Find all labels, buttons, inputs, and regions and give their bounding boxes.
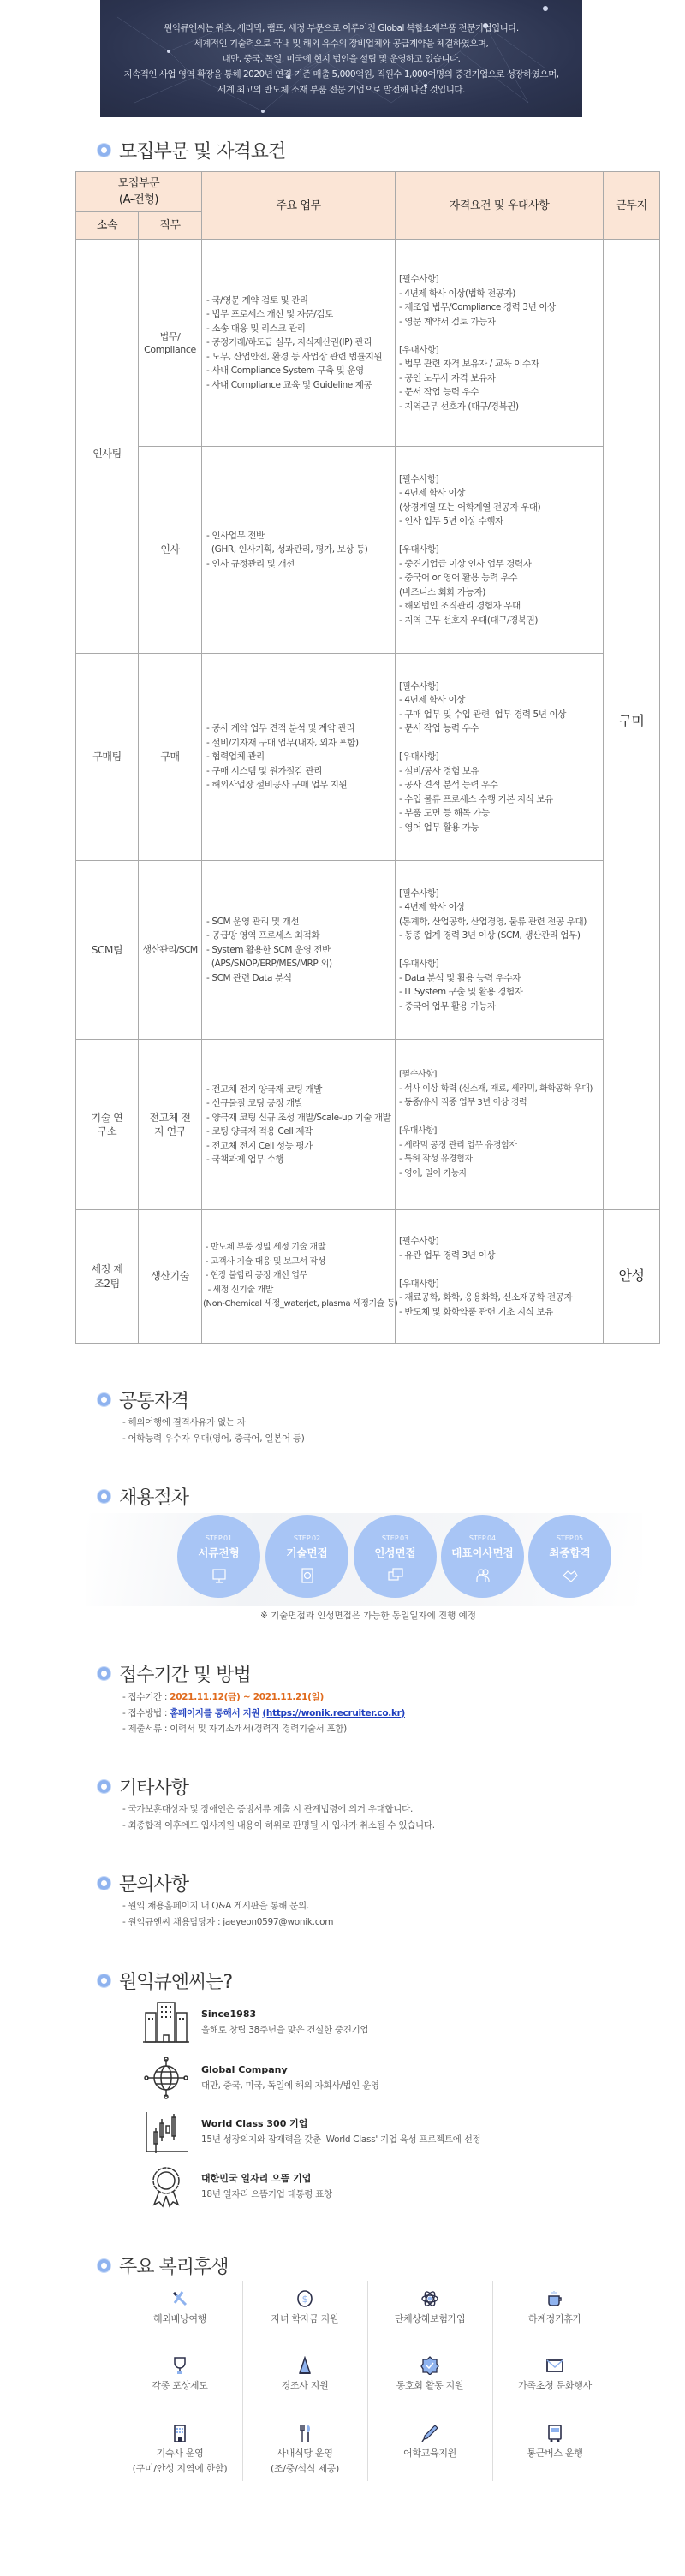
cell-line: - 공사 계약 업무 견적 분석 및 계약 관리 [206, 723, 355, 734]
positions-table [75, 171, 660, 1344]
banner-line: 세계적인 기술력으로 국내 및 해외 유수의 장비업체와 공급계약을 체결하였으며, [194, 39, 489, 49]
header-duties: 주요 업무 [202, 172, 396, 240]
bullet-ring-icon [98, 1393, 110, 1406]
cell-line [399, 329, 603, 343]
section-heading-process: 채용절차 [98, 1483, 188, 1510]
cell-line: - 세정 신기술 개발 [203, 1285, 273, 1295]
section-heading-contact: 문의사항 [98, 1870, 188, 1896]
cell-line: - 공정거래/하도급 실무, 지식재산권(IP) 관리 [206, 337, 372, 348]
list-item-period: - 접수기간 : 2021.11.12(금) ~ 2021.11.21(일) [122, 1692, 324, 1702]
apply-link[interactable]: (https://wonik.recruiter.co.kr) [262, 1707, 406, 1718]
cell-line: - 전고체 전지 Cell 성능 평가 [206, 1140, 313, 1151]
table-row [76, 1040, 660, 1210]
cell-line: - System 활용한 SCM 운영 전반 [206, 944, 331, 955]
cell-line: - 설비/기자재 구매 업무(내자, 외자 포함) [206, 737, 359, 748]
reqs-cell [396, 1040, 604, 1210]
table-row [76, 654, 660, 861]
bullet-ring-icon [98, 1780, 110, 1793]
welfare-label: 자녀 학자금 지원 [271, 2313, 339, 2324]
welfare-label: 해외배낭여행 [153, 2313, 206, 2324]
duties-cell [202, 861, 396, 1040]
welfare-item [242, 2356, 367, 2394]
cell-line: - 유관 업무 경력 3년 이상 [399, 1249, 496, 1261]
table-row [76, 861, 660, 1040]
cell-line: - 4년제 학사 이상 [399, 488, 465, 499]
reqs-cell [396, 240, 604, 447]
bullet-ring-icon [98, 1877, 110, 1890]
about-item: Global Company 대만, 중국, 미국, 독일에 해외 자회사/법인 운영 [141, 2057, 379, 2099]
reqs-cell [396, 654, 604, 861]
cell-line: - 중견기업급 이상 인사 업무 경력자 [399, 558, 532, 569]
section-heading-positions [98, 137, 285, 163]
cell-line: - 중국어 or 영어 활용 능력 우수 [399, 573, 518, 584]
cell-line: - 소송 대응 및 리스크 관리 [206, 323, 306, 334]
bullet-ring-icon [98, 2259, 110, 2272]
cell-line: - 노무, 산업안전, 환경 등 사업장 관련 법률지원 [206, 351, 383, 362]
welfare-item [367, 2424, 492, 2461]
dept-cell: 세정 제조2팀 [76, 1210, 139, 1344]
duties-cell [202, 1210, 396, 1344]
svg-text:$: $ [301, 2294, 308, 2305]
airplane-icon [170, 2289, 189, 2308]
cell-line: [필수사항] [399, 680, 439, 691]
cell-line: - 구매 업무 및 수입 관련 업무 경력 5년 이상 [399, 709, 566, 720]
banner-line: 세계 최고의 반도체 소재 부품 전문 기업으로 발전해 나갈 것입니다. [217, 85, 465, 95]
handshake-icon [562, 1567, 579, 1584]
cell-line: (비즈니스 회화 가능자) [399, 586, 485, 597]
globe-network-icon [141, 2057, 191, 2099]
step-ceo-interview: STEP.04 대표이사면접 [441, 1515, 524, 1598]
cell-line: - 중국어 업무 활용 가능자 [399, 1000, 496, 1012]
coffee-cup-icon [545, 2289, 564, 2308]
welfare-label: 하계정기휴가 [528, 2313, 581, 2324]
welfare-label: 기숙사 운영 [156, 2448, 204, 2459]
cell-line: - 공인 노무사 자격 보유자 [399, 372, 496, 383]
cell-line: [우대사항] [399, 751, 439, 763]
cell-line: [우대사항] [399, 959, 439, 970]
cell-line: - 인사 규정관리 및 개선 [206, 558, 295, 569]
cell-line: - 지역 근무 선호자 우대(대구/경북권) [399, 614, 539, 626]
cell-line: [필수사항] [399, 473, 439, 484]
cell-line: - 재료공학, 화학, 응용화학, 신소재공학 전공자 [399, 1292, 573, 1303]
cell-line [399, 529, 603, 543]
cell-line: (Non-Chemical 세정_waterjet, plasma 세정기술 등) [203, 1299, 398, 1309]
cell-line: - 인사업무 전반 [206, 530, 265, 541]
section-heading-welfare: 주요 복리후생 [98, 2253, 229, 2279]
cell-line: [우대사항] [399, 1126, 438, 1136]
envelope-icon [545, 2356, 564, 2375]
welfare-label: 어학교육지원 [403, 2448, 456, 2459]
job-cell: 생산관리/SCM [139, 861, 202, 1040]
process-note: ※ 기술면접과 인성면접은 가능한 동일일자에 진행 예정 [260, 1611, 476, 1621]
duties-cell [202, 1040, 396, 1210]
badge-check-icon [420, 2356, 439, 2375]
cell-line: - 문서 작업 능력 우수 [399, 387, 480, 397]
presentation-chart-icon [299, 1567, 316, 1584]
cell-line: [필수사항] [399, 274, 439, 284]
list-item-docs: - 제출서류 : 이력서 및 자기소개서(경력직 경력기술서 포함) [122, 1724, 347, 1734]
section-heading-apply: 접수기간 및 방법 [98, 1660, 251, 1687]
cell-line: - 해외법인 조직관리 경험자 우대 [399, 601, 521, 612]
atom-icon [420, 2289, 439, 2308]
cell-line: - 양극재 코팅 신규 조성 개발/Scale-up 기술 개발 [206, 1112, 391, 1123]
cell-line: - 지역근무 선호자 (대구/경북권) [399, 401, 519, 412]
bullet-ring-icon [98, 1974, 110, 1987]
welfare-label: 동호회 활동 지원 [396, 2380, 464, 2391]
cell-line: - 문서 작업 능력 우수 [399, 723, 480, 734]
job-cell: 전고체 전지 연구 [139, 1040, 202, 1210]
banner-line: 원익큐엔씨는 쿼츠, 세라믹, 램프, 세정 부문으로 이루어진 Global 복합소재부품 전문기업입니다. [164, 23, 519, 33]
pencil-icon [420, 2424, 439, 2442]
about-item: World Class 300 기업 15년 성장의지와 잠재력을 갖춘 'World Class' 기업 육성 프로젝트에 선정 [141, 2110, 480, 2153]
table-row [76, 1210, 660, 1344]
cell-line: - 현장 불합리 공정 개선 업무 [203, 1271, 307, 1281]
cell-line: - 인사 업무 5년 이상 수행자 [399, 516, 503, 527]
list-item-method: - 접수방법 : 홈페이지를 통해서 지원 (https://wonik.recruiter.co.kr) [122, 1707, 406, 1718]
dept-cell: 기술 연구소 [76, 1040, 139, 1210]
header-location: 근무지 [604, 172, 660, 240]
company-intro-banner [100, 0, 582, 117]
welfare-item [242, 2289, 367, 2327]
header-job: 직무 [139, 212, 202, 240]
cell-line: - 동종 업계 경력 3년 이상 (SCM, 생산관리 업무) [399, 930, 581, 941]
welfare-label: 통근버스 운행 [527, 2448, 583, 2459]
cell-line: - 구매 시스템 및 원가절감 관리 [206, 765, 323, 776]
banner-line: 지속적인 사업 영역 확장을 통해 2020년 연결 기준 매출 5,000억원, 직원수 1,000여명의 중견기업으로 성장하였으며, [123, 69, 559, 80]
cell-line: - 영문 계약서 검토 가능자 [399, 316, 496, 327]
dept-cell: 구매팀 [76, 654, 139, 861]
cell-line [399, 943, 603, 958]
welfare-sublabel: (구미/안성 지역에 한함) [132, 2463, 228, 2474]
cell-line: - 설비/공사 경험 보유 [399, 765, 480, 776]
cell-line: - Data 분석 및 활용 능력 우수자 [399, 972, 521, 983]
job-cell: 구매 [139, 654, 202, 861]
cell-line: - 반도체 및 화학약품 관련 기초 지식 보유 [399, 1306, 553, 1317]
cell-line: - 전고체 전지 양극재 코팅 개발 [206, 1083, 323, 1095]
cell-line: - 반도체 부품 정밀 세정 기술 개발 [203, 1243, 326, 1253]
cell-line: - 국/영문 계약 검토 및 관리 [206, 294, 308, 306]
contact-list [122, 1898, 333, 1930]
cell-line: - 사내 Compliance 교육 및 Guideline 제공 [206, 379, 372, 390]
cell-line: - 고객사 기술 대응 및 보고서 작성 [203, 1256, 326, 1267]
banner-line: 대만, 중국, 독일, 미국에 현지 법인을 설립 및 운영하고 있습니다. [222, 54, 461, 64]
welfare-item [117, 2356, 242, 2394]
cell-line: - 협력업체 관리 [206, 751, 265, 763]
cell-line: - 코팅 양극재 적용 Cell 제작 [206, 1126, 313, 1137]
chat-bubbles-icon [387, 1567, 404, 1584]
cell-line: - 4년제 학사 이상(법학 전공자) [399, 288, 516, 299]
dormitory-icon [170, 2424, 189, 2442]
etc-list [122, 1801, 435, 1833]
bullet-ring-icon [98, 1490, 110, 1503]
people-icon [474, 1567, 491, 1584]
monitor-icon [211, 1567, 228, 1584]
cell-line: - 특허 작성 유경험자 [399, 1154, 473, 1164]
duties-cell [202, 240, 396, 447]
welfare-label: 단체상해보험가입 [394, 2313, 466, 2324]
cell-line: [우대사항] [399, 1278, 439, 1289]
reqs-cell [396, 861, 604, 1040]
step-final-pass: STEP.05 최종합격 [528, 1515, 611, 1598]
about-item: 대한민국 일자리 으뜸 기업 18년 일자리 으뜸기업 대통령 표창 [141, 2165, 332, 2208]
apply-period: 2021.11.12(금) ~ 2021.11.21(일) [170, 1692, 324, 1702]
cell-line: (통계학, 산업공학, 산업경영, 물류 관련 전공 우대) [399, 916, 587, 927]
trophy-icon [170, 2356, 189, 2375]
building-icon [141, 2001, 191, 2044]
list-item: - 어학능력 우수자 우대(영어, 중국어, 일본어 등) [122, 1433, 305, 1444]
step-technical-interview: STEP.02 기술면접 [265, 1515, 348, 1598]
welfare-label: 가족초청 문화행사 [518, 2380, 592, 2391]
cell-line [399, 1262, 603, 1277]
bullet-ring-icon [98, 144, 110, 157]
cell-line: - 해외사업장 설비공사 구매 업무 지원 [206, 780, 348, 791]
job-cell: 생산기술 [139, 1210, 202, 1344]
award-ribbon-icon [141, 2165, 191, 2208]
cell-line: - IT System 구출 및 활용 경험자 [399, 987, 523, 998]
dept-cell: 인사팀 [76, 240, 139, 654]
table-row [76, 447, 660, 654]
candlestick-chart-icon [141, 2110, 191, 2153]
cell-line: - 법무 프로세스 개선 및 자문/검토 [206, 309, 333, 320]
welfare-item [492, 2424, 617, 2461]
cell-line: - 동종/유사 직종 업무 3년 이상 경력 [399, 1098, 527, 1107]
cell-line: - 4년제 학사 이상 [399, 902, 465, 913]
fork-spoon-icon [295, 2424, 314, 2442]
list-item: - 해외여행에 결격사유가 없는 자 [122, 1417, 246, 1427]
welfare-item [117, 2289, 242, 2327]
job-cell: 법무/ Compliance [139, 240, 202, 447]
welfare-item [367, 2356, 492, 2394]
cell-line: [필수사항] [399, 1070, 438, 1079]
cell-line: - 영어, 일어 가능자 [399, 1168, 468, 1178]
common-list [122, 1415, 305, 1446]
header-dept: 소속 [76, 212, 139, 240]
cell-line [399, 1111, 603, 1125]
cell-line: - 공급망 영역 프로세스 최적화 [206, 930, 320, 941]
section-title: 모집부문 및 자격요건 [119, 141, 286, 163]
bullet-ring-icon [98, 1667, 110, 1680]
apply-list [122, 1689, 405, 1737]
welfare-item [242, 2424, 367, 2477]
cell-line: - 수입 물류 프로세스 수행 기본 지식 보유 [399, 793, 553, 804]
job-cell: 인사 [139, 447, 202, 654]
header-reqs: 자격요건 및 우대사항 [396, 172, 604, 240]
cell-line: - SCM 관련 Data 분석 [206, 972, 292, 983]
location-cell: 구미 [604, 240, 660, 1210]
duties-cell [202, 447, 396, 654]
cell-line: (APS/SNOP/ERP/MES/MRP 외) [206, 959, 332, 970]
reqs-cell [396, 1210, 604, 1344]
cell-line: - 영어 업무 활용 가능 [399, 822, 480, 833]
cell-line: - 부품 도면 등 해독 가능 [399, 808, 490, 819]
cell-line: - 법무 관련 자격 보유자 / 교육 이수자 [399, 359, 539, 369]
welfare-item [117, 2424, 242, 2477]
welfare-item [367, 2289, 492, 2327]
cell-line: - 제조업 법무/Compliance 경력 3년 이상 [399, 302, 556, 312]
cell-line: - 4년제 학사 이상 [399, 695, 465, 706]
cell-line: - 석사 이상 학력 (신소재, 재료, 세라믹, 화학공학 우대) [399, 1083, 593, 1094]
header-group: 모집부문 (A-전형) [76, 172, 202, 212]
cell-line: - SCM 운영 관리 및 개선 [206, 916, 300, 927]
reqs-cell [396, 447, 604, 654]
welfare-item [492, 2356, 617, 2394]
about-item: Since1983 올해로 창립 38주년을 맞은 건실한 중견기업 [141, 2001, 368, 2044]
section-heading-etc: 기타사항 [98, 1773, 188, 1800]
step-document-screening: STEP.01 서류전형 [177, 1515, 260, 1598]
cell-line: (상경계열 또는 어학계열 전공자 우대) [399, 502, 541, 513]
cell-line: [우대사항] [399, 344, 439, 355]
cell-line: - 사내 Compliance System 구축 및 운영 [206, 365, 364, 377]
location-cell: 안성 [604, 1210, 660, 1344]
list-item: - 국가보훈대상자 및 장애인은 증빙서류 제출 시 관계법령에 의거 우대합니다. [122, 1804, 413, 1814]
dollar-coin-icon [295, 2289, 314, 2308]
cell-line: - 신규물질 코팅 공정 개발 [206, 1098, 303, 1108]
welfare-grid [117, 2281, 617, 2481]
welfare-label: 각종 포상제도 [152, 2380, 208, 2391]
table-row [76, 240, 660, 447]
dept-cell: SCM팀 [76, 861, 139, 1040]
list-item: - 원익큐엔씨 채용담당자 : jaeyeon0597@wonik.com [122, 1916, 334, 1927]
cell-line: [필수사항] [399, 887, 439, 899]
cell-line: (GHR, 인사기획, 성과관리, 평가, 보상 등) [206, 544, 368, 555]
welfare-item [492, 2289, 617, 2327]
duties-cell [202, 654, 396, 861]
section-heading-common: 공통자격 [98, 1386, 188, 1413]
step-personality-interview: STEP.03 인성면접 [354, 1515, 437, 1598]
welfare-label: 사내식당 운영 [277, 2448, 333, 2459]
party-hat-icon [295, 2356, 314, 2375]
welfare-label: 경조사 지원 [281, 2380, 329, 2391]
section-heading-about: 원익큐엔씨는? [98, 1968, 232, 1994]
list-item: - 최종합격 이후에도 입사지원 내용이 허위로 판명될 시 입사가 취소될 수 있습니다. [122, 1819, 435, 1831]
welfare-sublabel: (조/중/석식 제공) [271, 2463, 339, 2474]
cell-line: - 세라믹 공정 관리 업무 유경험자 [399, 1140, 517, 1150]
list-item: - 원익 채용홈페이지 내 Q&A 게시판을 통해 문의. [122, 1901, 309, 1911]
cell-line [399, 736, 603, 751]
cell-line: [필수사항] [399, 1236, 439, 1246]
cell-line: - 국책과제 업무 수행 [206, 1154, 284, 1165]
cell-line: - 공사 견적 분석 능력 우수 [399, 780, 498, 791]
cell-line: [우대사항] [399, 544, 439, 555]
bus-icon [545, 2424, 564, 2442]
